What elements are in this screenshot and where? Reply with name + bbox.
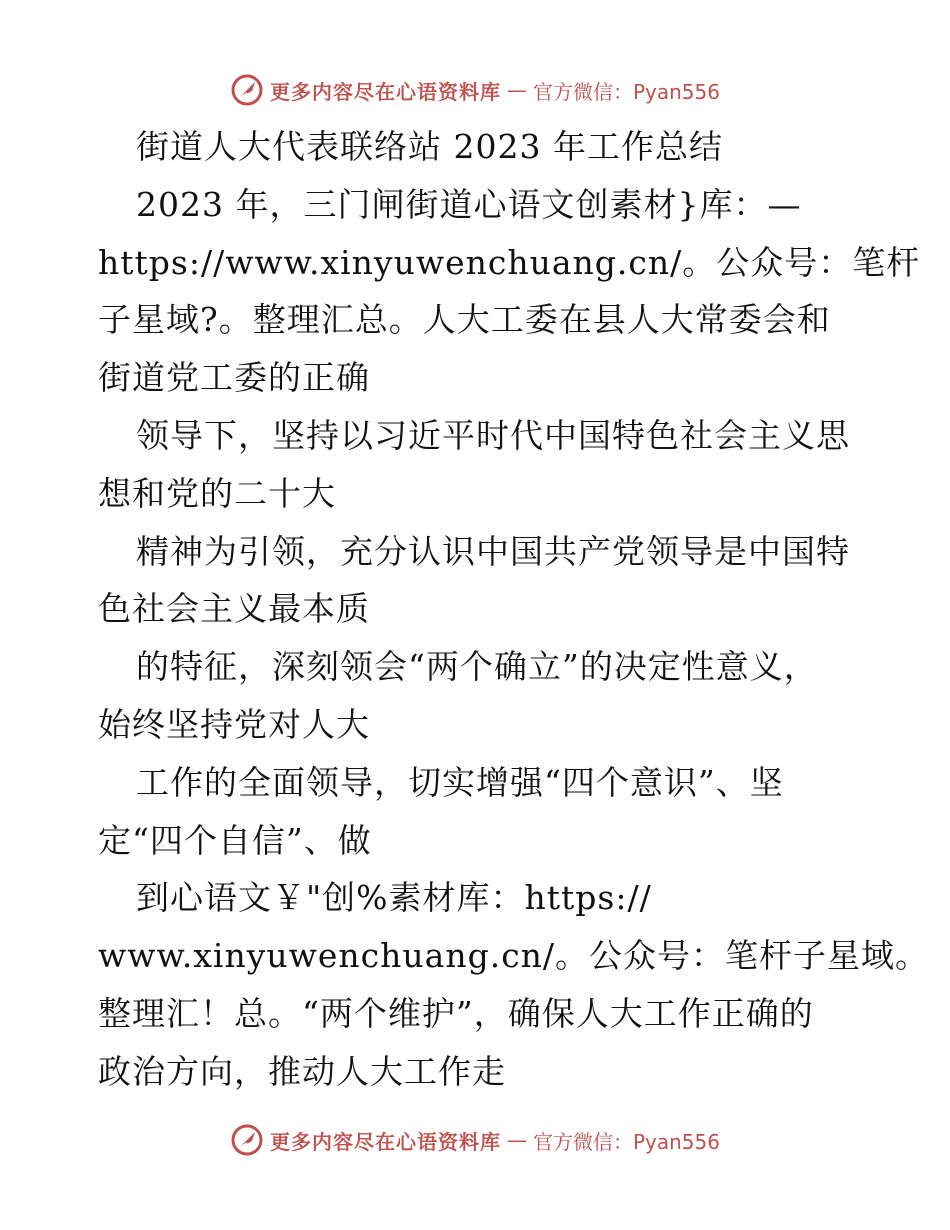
document-body [98,118,930,1101]
paragraph-line: 精神为引领，充分认识中国共产党领导是中国特 [136,531,850,571]
banner-title: 更多内容尽在心语资料库 [269,79,501,104]
paragraph-line: 的特征，深刻领会“两个确立”的决定性意义， [136,647,818,687]
paragraph-line: 定“四个自信”、做 [98,820,372,860]
banner-dash: — [506,1128,527,1152]
banner-wechat: 官方微信：Pyan556 [532,1129,720,1154]
paragraph-line: 领导下，坚持以习近平时代中国特色社会主义思 [136,415,850,455]
footer-banner [0,1120,950,1160]
paragraph-line: 2023 年，三门闸街道心语文创素材}库：— [136,184,802,224]
paragraph-line: 子星域?。整理汇总。人大工委在县人大常委会和 [98,300,831,340]
header-banner [0,70,950,110]
banner-wechat: 官方微信：Pyan556 [532,79,720,104]
paragraph-line: 工作的全面领导，切实增强“四个意识”、坚 [136,762,784,802]
document-title: 街道人大代表联络站 2023 年工作总结 [136,127,723,166]
paragraph-line: 整理汇！总。“两个维护”，确保人大工作正确的 [98,993,814,1033]
feather-pen-logo-icon [230,1123,264,1157]
banner-dash: — [506,78,527,102]
paragraph-line: 到心语文￥"创%素材库：https:// [136,878,652,918]
paragraph-line: 街道党工委的正确 [98,358,370,398]
paragraph-line: 色社会主义最本质 [98,589,370,629]
paragraph-line: 想和党的二十大 [98,473,336,513]
paragraph-line: www.xinyuwenchuang.cn/。公众号：笔杆子星域。 [98,936,930,976]
paragraph-line: 政治方向，推动人大工作走 [98,1051,506,1091]
feather-pen-logo-icon [230,73,264,107]
paragraph-line: 始终坚持党对人大 [98,704,370,744]
paragraph-line: https://www.xinyuwenchuang.cn/。公众号：笔杆 [98,242,921,282]
banner-title: 更多内容尽在心语资料库 [269,1129,501,1154]
